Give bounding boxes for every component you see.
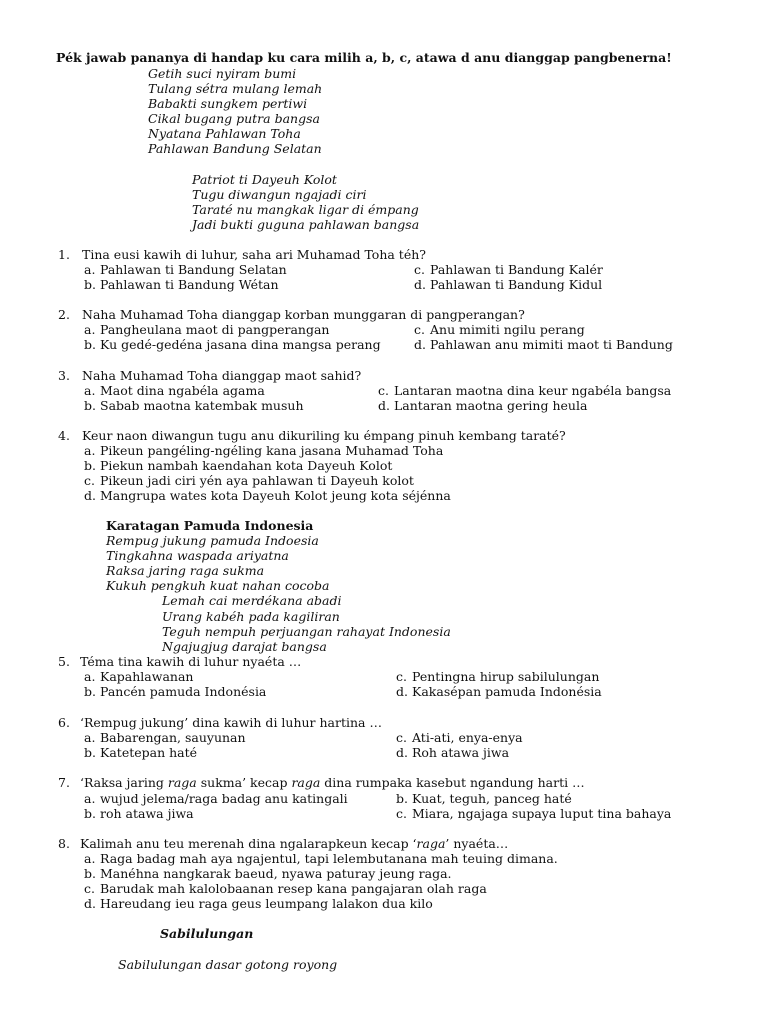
option-b[interactable]: b. Pahlawan ti Bandung Wétan bbox=[84, 277, 279, 292]
option-a[interactable]: a. Kapahlawanan bbox=[84, 669, 194, 684]
option-d[interactable]: c. Miara, ngajaga supaya luput tina bahaya bbox=[396, 806, 672, 821]
option-a[interactable]: a. Babarengan, sauyunan bbox=[84, 730, 246, 745]
question-number: 5. bbox=[58, 654, 70, 669]
question-text: Téma tina kawih di luhur nyaéta … bbox=[80, 654, 302, 669]
option-c[interactable]: c. Anu mimiti ngilu perang bbox=[414, 322, 585, 337]
option-c[interactable]: c. Ati-ati, enya-enya bbox=[396, 730, 523, 745]
option-d[interactable]: d. Hareudang ieu raga geus leumpang lalakon dua kilo bbox=[84, 896, 433, 911]
question-text: ‘Rempug jukung’ dina kawih di luhur hartina … bbox=[80, 715, 382, 730]
poem-title: Karatagan Pamuda Indonesia bbox=[106, 518, 314, 533]
poem-line: Rempug jukung pamuda Indoesia bbox=[106, 533, 319, 548]
question-number: 3. bbox=[58, 368, 70, 383]
poem-line: Taraté nu mangkak ligar di émpang bbox=[192, 202, 419, 217]
poem-line: Patriot ti Dayeuh Kolot bbox=[192, 172, 337, 187]
poem-line: Getih suci nyiram bumi bbox=[148, 66, 297, 81]
option-b[interactable]: b. Piekun nambah kaendahan kota Dayeuh Kolot bbox=[84, 458, 393, 473]
poem-line: Babakti sungkem pertiwi bbox=[148, 96, 308, 111]
option-a[interactable]: a. Pahlawan ti Bandung Selatan bbox=[84, 262, 287, 277]
poem-line: Nyatana Pahlawan Toha bbox=[148, 126, 301, 141]
poem-line: Urang kabéh pada kagiliran bbox=[162, 609, 340, 624]
option-b[interactable]: b. Pancén pamuda Indonésia bbox=[84, 684, 267, 699]
option-c[interactable]: c. Pahlawan ti Bandung Kalér bbox=[414, 262, 603, 277]
option-d[interactable]: d. Lantaran maotna gering heula bbox=[378, 398, 588, 413]
question-text: Naha Muhamad Toha dianggap korban munggaran di pangperangan? bbox=[82, 307, 525, 322]
poem-line: Tugu diwangun ngajadi ciri bbox=[192, 187, 367, 202]
poem-line: Sabilulungan dasar gotong royong bbox=[118, 957, 338, 972]
poem-line: Raksa jaring raga sukma bbox=[106, 563, 265, 578]
option-a[interactable]: a. Maot dina ngabéla agama bbox=[84, 383, 265, 398]
option-d[interactable]: d. Pahlawan anu mimiti maot ti Bandung bbox=[414, 337, 673, 352]
question-number: 1. bbox=[58, 247, 70, 262]
option-c[interactable]: c. Pentingna hirup sabilulungan bbox=[396, 669, 600, 684]
poem-line: Cikal bugang putra bangsa bbox=[148, 111, 320, 126]
option-d[interactable]: d. Pahlawan ti Bandung Kidul bbox=[414, 277, 603, 292]
option-d[interactable]: d. Kakasépan pamuda Indonésia bbox=[396, 684, 602, 699]
poem-line: Jadi bukti guguna pahlawan bangsa bbox=[192, 217, 420, 232]
option-b[interactable]: b. Ku gedé-gedéna jasana dina mangsa perang bbox=[84, 337, 381, 352]
poem-line: Tulang sétra mulang lemah bbox=[148, 81, 323, 96]
poem-line: Teguh nempuh perjuangan rahayat Indonesia bbox=[162, 624, 451, 639]
option-b[interactable]: b. Manéhna nangkarak baeud, nyawa paturay jeung raga. bbox=[84, 866, 452, 881]
instruction: Pék jawab pananya di handap ku cara milih a, b, c, atawa d anu dianggap pangbenerna! bbox=[56, 50, 672, 65]
option-b[interactable]: b. Kuat, teguh, panceg haté bbox=[396, 791, 572, 806]
question-number: 7. bbox=[58, 775, 70, 790]
question-text: Kalimah anu teu merenah dina ngalarapkeun kecap ‘raga’ nyaéta… bbox=[80, 836, 509, 851]
question-number: 8. bbox=[58, 836, 70, 851]
poem-line: Pahlawan Bandung Selatan bbox=[148, 141, 322, 156]
option-c[interactable]: c. Barudak mah kalolobaanan resep kana pangajaran olah raga bbox=[84, 881, 487, 896]
option-c[interactable]: c. Pikeun jadi ciri yén aya pahlawan ti Dayeuh kolot bbox=[84, 473, 414, 488]
option-b[interactable]: b. Sabab maotna katembak musuh bbox=[84, 398, 304, 413]
option-a[interactable]: a. Raga badag mah aya ngajentul, tapi lelembutanana mah teuing dimana. bbox=[84, 851, 558, 866]
question-number: 4. bbox=[58, 428, 70, 443]
option-c[interactable]: c. Lantaran maotna dina keur ngabéla bangsa bbox=[378, 383, 672, 398]
option-a[interactable]: a. Pikeun pangéling-ngéling kana jasana Muhamad Toha bbox=[84, 443, 444, 458]
question-text: ‘Raksa jaring raga sukma’ kecap raga dina rumpaka kasebut ngandung harti … bbox=[80, 775, 585, 790]
question-number: 6. bbox=[58, 715, 70, 730]
question-number: 2. bbox=[58, 307, 70, 322]
poem-line: Lemah cai merdékana abadi bbox=[162, 593, 342, 608]
option-d[interactable]: d. Roh atawa jiwa bbox=[396, 745, 510, 760]
option-a[interactable]: a. Pangheulana maot di pangperangan bbox=[84, 322, 330, 337]
question-text: Tina eusi kawih di luhur, saha ari Muhamad Toha téh? bbox=[82, 247, 426, 262]
option-d[interactable]: d. Mangrupa wates kota Dayeuh Kolot jeung kota séjénna bbox=[84, 488, 451, 503]
option-c[interactable]: b. roh atawa jiwa bbox=[84, 806, 194, 821]
poem-title: Sabilulungan bbox=[160, 926, 254, 941]
poem-line: Tingkahna waspada ariyatna bbox=[106, 548, 289, 563]
poem-line: Kukuh pengkuh kuat nahan cocoba bbox=[106, 578, 330, 593]
question-text: Naha Muhamad Toha dianggap maot sahid? bbox=[82, 368, 362, 383]
question-text: Keur naon diwangun tugu anu dikuriling ku émpang pinuh kembang taraté? bbox=[82, 428, 566, 443]
poem-line: Ngajugjug darajat bangsa bbox=[162, 639, 327, 654]
option-a[interactable]: a. wujud jelema/raga badag anu katingali bbox=[84, 791, 348, 806]
option-b[interactable]: b. Katetepan haté bbox=[84, 745, 198, 760]
